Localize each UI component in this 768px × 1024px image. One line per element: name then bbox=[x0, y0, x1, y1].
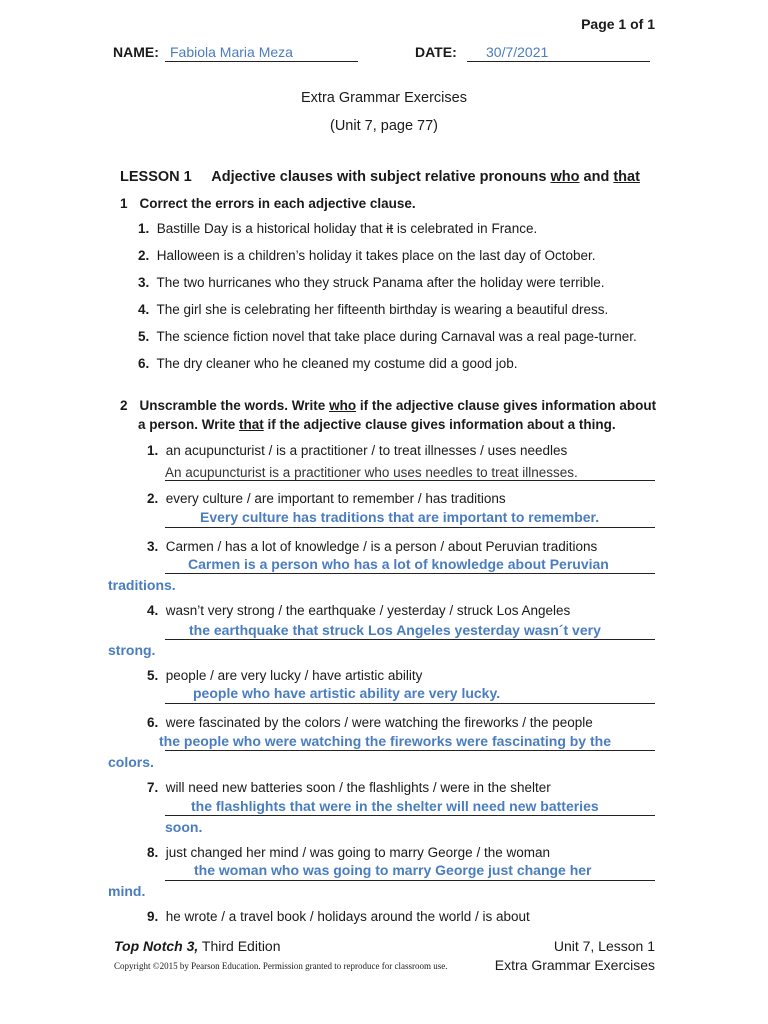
answer-text[interactable]: Carmen is a person who has a lot of knowledge about Peruvian bbox=[188, 556, 609, 572]
worksheet-title: Extra Grammar Exercises bbox=[301, 90, 467, 106]
answer-text[interactable]: the people who were watching the fireworks were fascinating by the bbox=[159, 733, 611, 749]
list-item: 8. just changed her mind / was going to marry George / the woman bbox=[147, 845, 550, 860]
lesson-title: Adjective clauses with subject relative pronouns bbox=[211, 169, 551, 185]
exercise-1-instruction bbox=[120, 196, 416, 211]
list-item: 9. he wrote / a travel book / holidays around the world / is about bbox=[147, 909, 530, 924]
exercise-1-number: 1 bbox=[120, 196, 128, 211]
footer-exercises: Extra Grammar Exercises bbox=[494, 957, 655, 973]
footer-book-title: Top Notch 3, Third Edition bbox=[114, 938, 281, 954]
worksheet-subtitle: (Unit 7, page 77) bbox=[329, 118, 438, 134]
answer-line bbox=[165, 527, 655, 528]
footer-unit: Unit 7, Lesson 1 bbox=[553, 938, 655, 954]
lesson-and: and bbox=[579, 169, 614, 185]
exercise-2-instruction: 2 Unscramble the words. Write who if the adjective clause gives information about bbox=[120, 398, 657, 413]
date-underline bbox=[467, 61, 650, 62]
list-item: 6. were fascinated by the colors / were watching the fireworks / the people bbox=[147, 715, 593, 730]
list-item: 4. wasn’t very strong / the earthquake / yesterday / struck Los Angeles bbox=[147, 603, 571, 618]
answer-text[interactable]: An acupuncturist is a practitioner who uses needles to treat illnesses. bbox=[165, 465, 578, 480]
list-item: 1. an acupuncturist / is a practitioner / to treat illnesses / uses needles bbox=[147, 443, 568, 458]
lesson-heading bbox=[120, 169, 640, 185]
list-item: 2. Halloween is a children’s holiday it takes place on the last day of October. bbox=[138, 248, 596, 263]
list-item: 5. people / are very lucky / have artistic ability bbox=[147, 668, 423, 683]
lesson-who: who bbox=[550, 169, 580, 185]
list-item: 4. The girl she is celebrating her fifteenth birthday is wearing a beautiful dress. bbox=[138, 302, 609, 317]
name-underline bbox=[165, 61, 358, 62]
answer-line bbox=[165, 703, 655, 704]
answer-text[interactable]: Every culture has traditions that are important to remember. bbox=[200, 509, 600, 525]
answer-line bbox=[165, 815, 655, 816]
list-item: 6. The dry cleaner who he cleaned my costume did a good job. bbox=[138, 356, 518, 371]
name-label: NAME: bbox=[113, 44, 159, 60]
list-item: 7. will need new batteries soon / the flashlights / were in the shelter bbox=[147, 780, 551, 795]
answer-line bbox=[165, 639, 655, 640]
answer-text[interactable]: people who have artistic ability are very lucky. bbox=[193, 685, 501, 701]
answer-text[interactable]: the woman who was going to marry George just change her bbox=[194, 862, 592, 878]
answer-line bbox=[165, 880, 655, 881]
answer-text-continued[interactable]: traditions. bbox=[108, 577, 176, 593]
date-label: DATE: bbox=[415, 44, 457, 60]
answer-line bbox=[165, 480, 655, 481]
lesson-that: that bbox=[613, 169, 640, 185]
list-item: 1. Bastille Day is a historical holiday that it is celebrated in France. bbox=[138, 221, 538, 236]
list-item: 3. Carmen / has a lot of knowledge / is a person / about Peruvian traditions bbox=[147, 539, 598, 554]
answer-text-continued[interactable]: mind. bbox=[108, 883, 146, 899]
list-item: 3. The two hurricanes who they struck Panama after the holiday were terrible. bbox=[138, 275, 605, 290]
footer-copyright: Copyright ©2015 by Pearson Education. Permission granted to reproduce for classroom use. bbox=[114, 961, 448, 971]
date-field[interactable]: 30/7/2021 bbox=[486, 44, 549, 60]
struck-word: it bbox=[386, 221, 394, 236]
answer-line bbox=[165, 750, 655, 751]
lesson-label: LESSON 1 bbox=[120, 169, 192, 185]
answer-text[interactable]: the flashlights that were in the shelter will need new batteries bbox=[191, 798, 599, 814]
answer-text[interactable]: the earthquake that struck Los Angeles yesterday wasn´t very bbox=[189, 622, 601, 638]
answer-line bbox=[165, 573, 655, 574]
answer-text-continued[interactable]: colors. bbox=[108, 754, 154, 770]
exercise-2-instruction-line2: a person. Write that if the adjective clause gives information about a thing. bbox=[138, 417, 616, 432]
list-item: 5. The science fiction novel that take place during Carnaval was a real page-turner. bbox=[138, 329, 637, 344]
list-item: 2. every culture / are important to remember / has traditions bbox=[147, 491, 506, 506]
page-indicator: Page 1 of 1 bbox=[581, 16, 655, 32]
exercise-1-text: Correct the errors in each adjective clause. bbox=[139, 196, 416, 211]
answer-text-continued[interactable]: strong. bbox=[108, 642, 156, 658]
name-field[interactable]: Fabiola Maria Meza bbox=[170, 44, 293, 60]
answer-text-continued[interactable]: soon. bbox=[165, 819, 203, 835]
